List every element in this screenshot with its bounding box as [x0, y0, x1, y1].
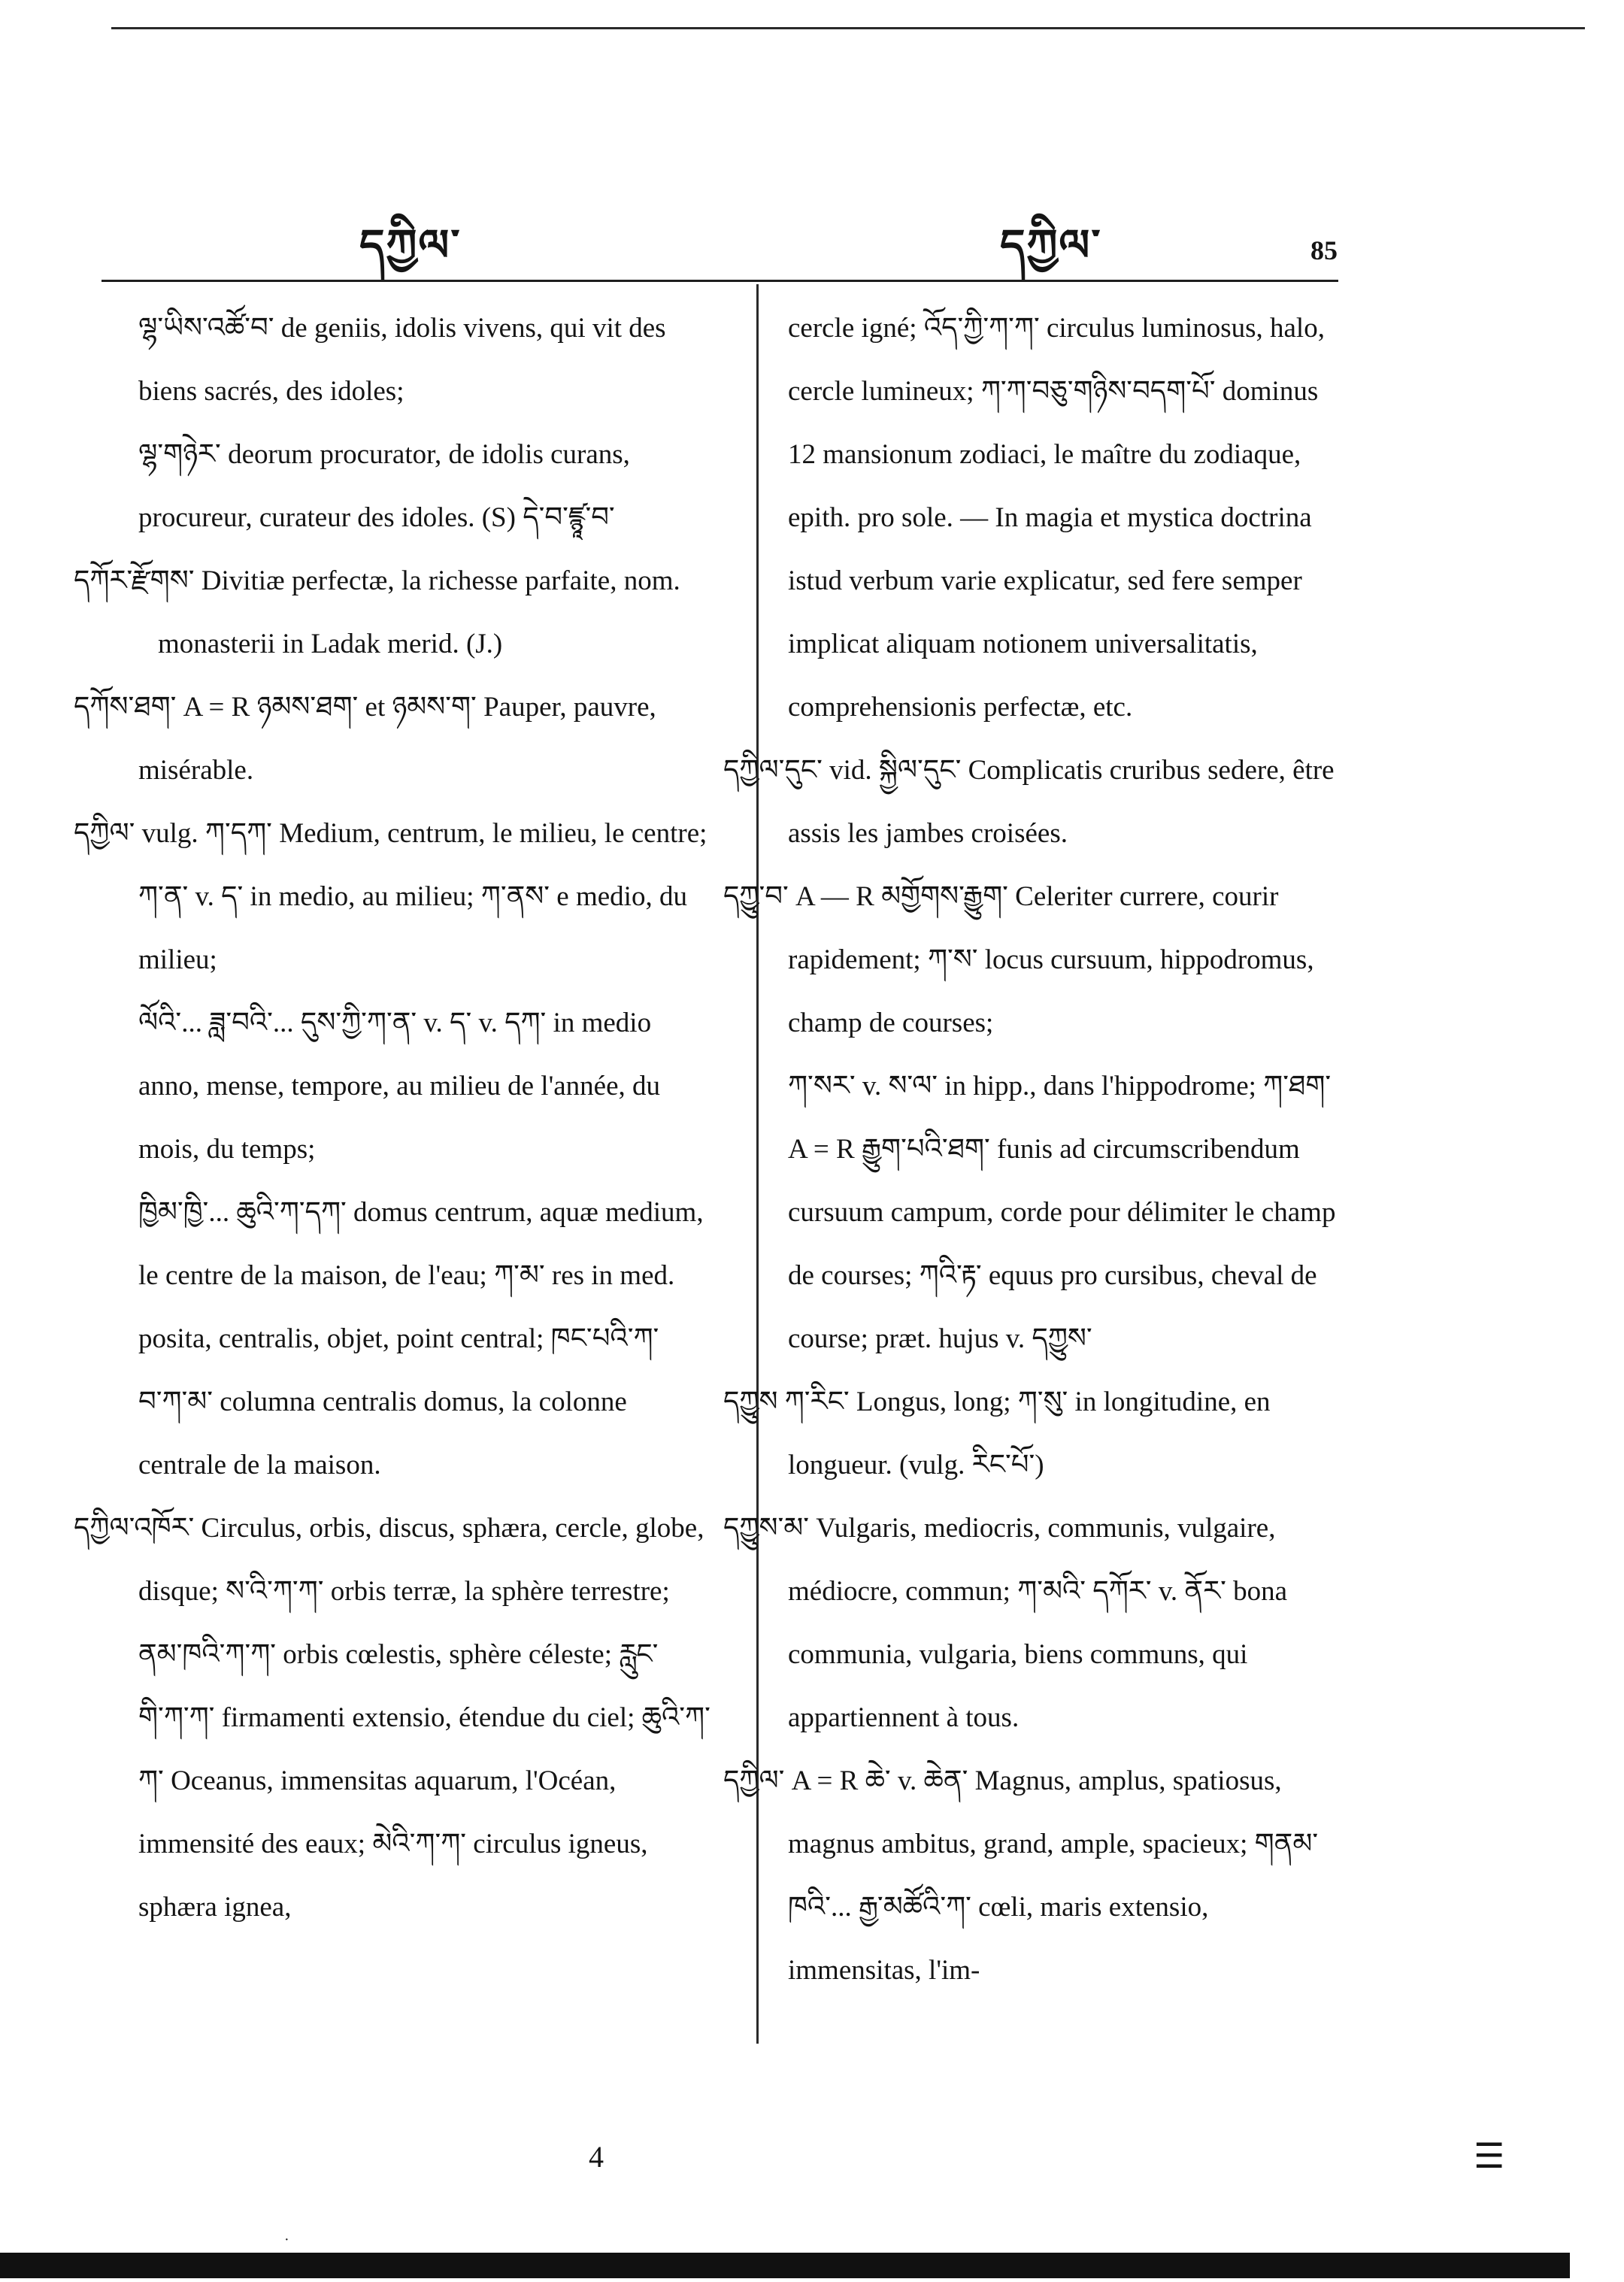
- dictionary-entry: དཀྱིལ་དུང་ vid. སྐྱིལ་དུང་ Complicatis cruribus sedere, être assis les jambes croisées.: [723, 755, 1335, 849]
- signature-mark: 4: [589, 2140, 604, 2174]
- dictionary-entry: དཀྱིལ་ A = R ཆེ་ v. ཆེན་ Magnus, amplus, spatiosus, magnus ambitus, grand, ample, spacieux; གནམ་ཁའི་... རྒྱ་མཚོའི་ཀ་ cœli, maris extensio, immensitas, l'im-: [723, 1765, 1319, 1986]
- dictionary-entry: དཀྱུས་མ་ Vulgaris, mediocris, communis, vulgaire, médiocre, commun; ཀ་མའི་ དཀོར་ v. ནོར་ bona communia, vulgaria, biens communs, qui appartiennent à tous.: [723, 1513, 1288, 1733]
- dictionary-entry: ལོའི་... ཟླ་བའི་... དུས་ཀྱི་ཀ་ན་ v. ད་ v. དཀ་ in medio anno, mense, tempore, au milieu de l'année, du mois, du temps;: [138, 1008, 661, 1165]
- top-rule: [111, 27, 1585, 29]
- header-rule: [102, 280, 1338, 282]
- dictionary-entry: ཁྱིམ་ཁྱི་... ཆུའི་ཀ་དཀ་ domus centrum, aquæ medium, le centre de la maison, de l'eau; ཀ་མ་ res in med. posita, centralis, objet, point central; ཁང་པའི་ཀ་: [138, 1197, 704, 1354]
- dictionary-entry: དཀྱུས ཀ་རིང་ Longus, long; ཀ་སུ་ in longitudine, en longueur. (vulg. རིང་པོ་): [723, 1386, 1271, 1480]
- dictionary-entry: དཀྱིལ་ vulg. ཀ་དཀ་ Medium, centrum, le milieu, le centre; ཀ་ན་ v. ད་ in medio, au milieu; ཀ་ནས་ e medio, du milieu;: [74, 818, 707, 975]
- dictionary-entry: ལྷ་ཡིས་འཚོ་བ་ de geniis, idolis vivens, qui vit des biens sacrés, des idoles;: [138, 313, 666, 407]
- left-column: [74, 297, 714, 1939]
- dictionary-entry: དཀོས་ཐག་ A = R ཉམས་ཐག་ et ཉམས་ག་ Pauper, pauvre, misérable.: [74, 692, 656, 786]
- dictionary-entry: དཀོར་རྫོགས་ Divitiæ perfectæ, la richesse parfaite, nom. monasterii in Ladak merid. (J.): [74, 565, 680, 659]
- running-head-right: དཀྱིལ་: [1000, 220, 1102, 271]
- page-number: 85: [1310, 235, 1338, 265]
- page-speck: ·: [284, 2232, 289, 2248]
- running-head-left: དཀྱིལ་: [359, 220, 462, 271]
- bottom-scan-bar: [0, 2253, 1570, 2278]
- dictionary-entry: ལྷ་གཉེར་ deorum procurator, de idolis curans, procureur, curateur des idoles. (S) དེ་བ་ཛྙཱ་བ་: [138, 439, 630, 533]
- dictionary-entry: བ་ཀ་མ་ columna centralis domus, la colonne centrale de la maison.: [138, 1386, 627, 1480]
- dictionary-entry: དཀྱིལ་འཁོར་ Circulus, orbis, discus, sphæra, cercle, globe, disque; ས་འི་ཀ་ཀ་ orbis terræ, la sphère terrestre; ནམ་ཁའི་ཀ་ཀ་ orbis cœlestis, sphère céleste; རླུང་: [74, 1513, 704, 1670]
- right-column: [723, 297, 1336, 2002]
- printer-mark-icon: ☰: [1474, 2135, 1505, 2176]
- dictionary-entry: གི་ཀ་ཀ་ firmamenti extensio, étendue du ciel; ཆུའི་ཀ་ཀ་ Oceanus, immensitas aquarum, l'Océan, immensité des eaux; མེའི་ཀ་ཀ་ circulus igneus, sphæra ignea,: [138, 1702, 710, 1923]
- dictionary-entry: ཀ་སར་ v. ས་ལ་ in hipp., dans l'hippodrome; ཀ་ཐག་ A = R རྒྱུག་པའི་ཐག་ funis ad circumscribendum cursuum campum, corde pour délimiter le champ de courses; ཀའི་རྟ་ equus pro cursibus, cheval de course; præt. hujus v. དཀྱུས་: [788, 1071, 1336, 1354]
- dictionary-entry: cercle igné; འོད་ཀྱི་ཀ་ཀ་ circulus luminosus, halo, cercle lumineux; ཀ་ཀ་བཅུ་གཉིས་བདག་པོ་ dominus 12 mansionum zodiaci, le maître du zodiaque, epith. pro sole. — In magia et mystica doctrina istud verbum varie explicatur, sed fere semper implicat aliquam notionem universalitatis, comprehensionis perfectæ, etc.: [788, 313, 1325, 723]
- dictionary-entry: དཀྱུ་བ་ A — R མགྱོགས་རྒྱུག་ Celeriter currere, courir rapidement; ཀ་ས་ locus cursuum, hippodromus, champ de courses;: [723, 881, 1314, 1038]
